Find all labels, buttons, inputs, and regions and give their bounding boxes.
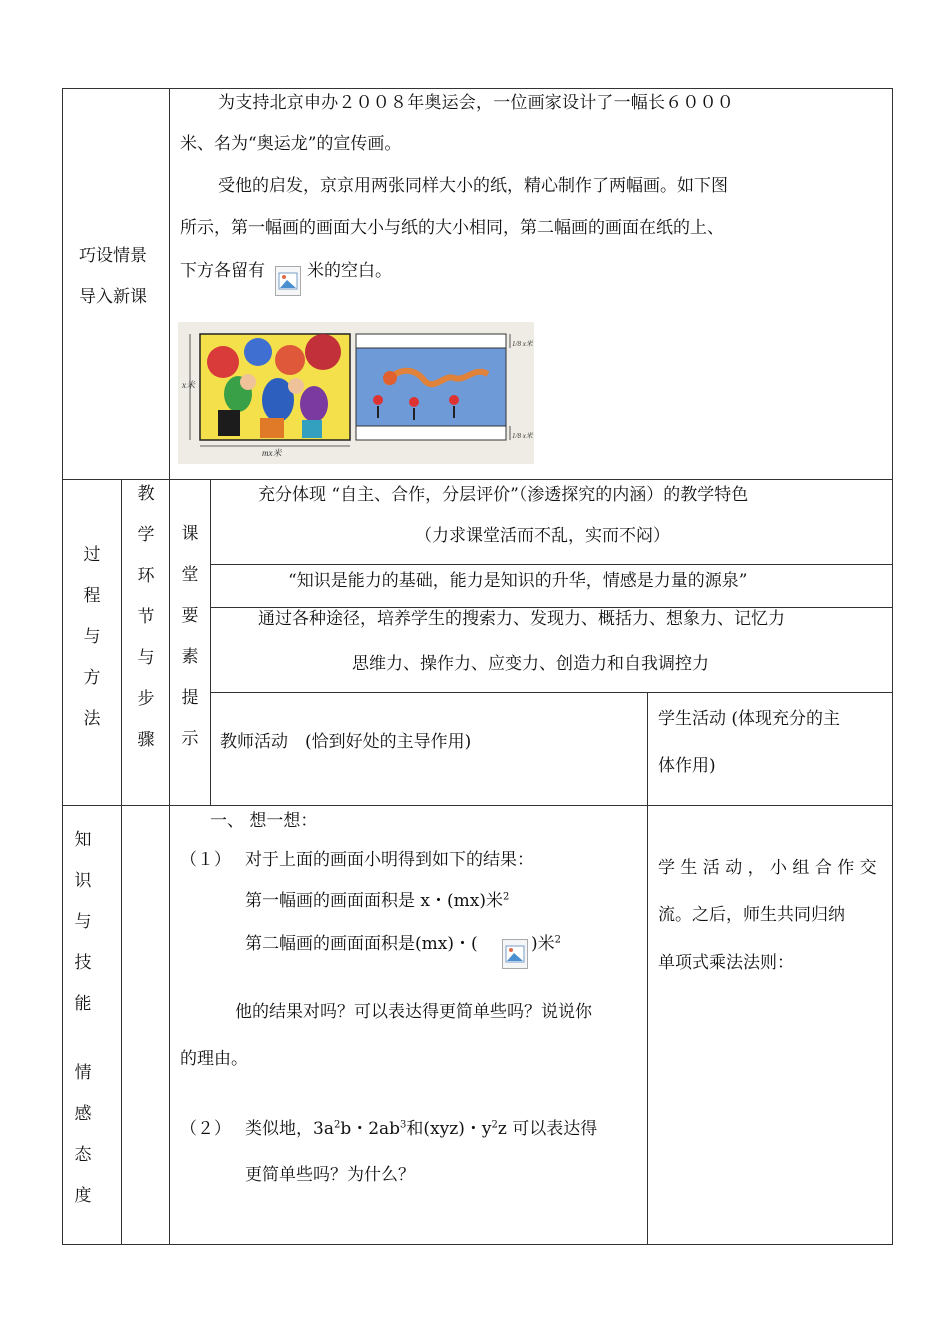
teacher-activity-header: 教师活动 (恰到好处的主导作用) — [220, 732, 472, 752]
q1-text: 对于上面的画面小明得到如下的结果： — [245, 850, 534, 870]
table-border-right — [892, 88, 893, 1245]
col3-label-classroom-hints: 课 堂 要 素 提 示 — [181, 524, 199, 749]
sub-row-divider-2 — [210, 607, 893, 608]
q1-number: （１） — [180, 850, 231, 870]
q2-number: （２） — [180, 1119, 231, 1139]
intro-para2-line1: 受他的启发，京京用两张同样大小的纸，精心制作了两幅画。如下图 — [218, 176, 728, 196]
knowledge-quote: “知识是能力的基础，能力是知识的升华，情感是力量的源泉” — [288, 571, 748, 591]
student-activity-line3: 单项式乘法法则： — [658, 953, 794, 973]
student-activity-line2: 流。之后，师生共同归纳 — [658, 905, 845, 925]
teaching-feature-note: （力求课堂活而不乱，实而不闷） — [415, 526, 670, 546]
student-activity-line1: 学 生 活 动 ， 小 组 合 作 交 — [658, 858, 877, 878]
area-second-painting-b: )米$^2$ — [531, 934, 562, 954]
abilities-line1: 通过各种途径，培养学生的搜索力、发现力、概括力、想象力、记忆力 — [258, 609, 785, 629]
q2-text: 类似地，$3a^2b$・$2ab^3$和(xyz)・$y^2z$ 可以表达得 — [245, 1119, 598, 1139]
table-border-top — [62, 88, 893, 89]
right-bottom-margin-label: 1/8 x米 — [512, 432, 533, 440]
sub-row-divider-3 — [210, 692, 893, 693]
painting-figure — [178, 322, 534, 464]
student-activity-header-line1: 学生活动 (体现充分的主 — [658, 709, 841, 729]
question-ask-line1: 他的结果对吗？可以表达得更简单些吗？说说你 — [235, 1002, 592, 1022]
col1-label-knowledge-skills: 知 识 与 技 能 — [74, 830, 92, 1014]
left-width-label: mx米 — [262, 448, 282, 458]
intro-para1-line2: 米、名为“奥运龙”的宣传画。 — [180, 134, 402, 154]
row-divider-2 — [62, 805, 893, 806]
row1-label-line2: 导入新课 — [79, 287, 147, 307]
broken-formula-image-icon-2 — [502, 939, 528, 969]
col-divider-label — [169, 88, 170, 1245]
area-first-painting: 第一幅画的画面面积是 x・(mx)米$^2$ — [245, 891, 510, 911]
col-divider-student — [647, 692, 648, 1245]
row-divider-1 — [62, 479, 893, 480]
think-heading: 一、 想一想： — [210, 811, 318, 831]
area-second-painting-a: 第二幅画的画面面积是(mx)・( — [245, 934, 478, 954]
intro-para2-line3b: 米的空白。 — [307, 261, 392, 281]
teaching-feature-line: 充分体现 “自主、合作，分层评价”（渗透探究的内涵）的教学特色 — [258, 485, 749, 505]
intro-para2-line2: 所示，第一幅画的画面大小与纸的大小相同，第二幅画的画面在纸的上、 — [180, 218, 724, 238]
painting-right — [356, 334, 506, 440]
painting-left — [200, 334, 350, 440]
student-activity-header-line2: 体作用) — [658, 756, 716, 776]
broken-formula-image-icon — [275, 266, 301, 296]
col1-label-process: 过 程 与 方 法 — [83, 545, 101, 729]
col1-label-emotion-attitude: 情 感 态 度 — [74, 1063, 92, 1206]
question-ask-line2: 的理由。 — [180, 1049, 248, 1069]
abilities-line2: 思维力、操作力、应变力、创造力和自我调控力 — [352, 654, 709, 674]
table-border-bottom — [62, 1244, 893, 1245]
right-top-margin-label: 1/8 x米 — [512, 340, 533, 348]
col2-label-steps: 教 学 环 节 与 步 骤 — [137, 484, 155, 750]
intro-para1-line1: 为支持北京申办２００８年奥运会，一位画家设计了一幅长６０００ — [218, 93, 734, 113]
left-height-label: x米 — [182, 380, 195, 390]
row1-label-line1: 巧设情景 — [79, 246, 147, 266]
sub-row-divider-1 — [210, 564, 893, 565]
q2-text-line2: 更简单些吗？为什么？ — [245, 1165, 415, 1185]
col-divider-2 — [121, 479, 122, 1245]
col-divider-3 — [210, 479, 211, 805]
intro-para2-line3a: 下方各留有 — [180, 261, 265, 281]
table-border-left — [62, 88, 63, 1245]
